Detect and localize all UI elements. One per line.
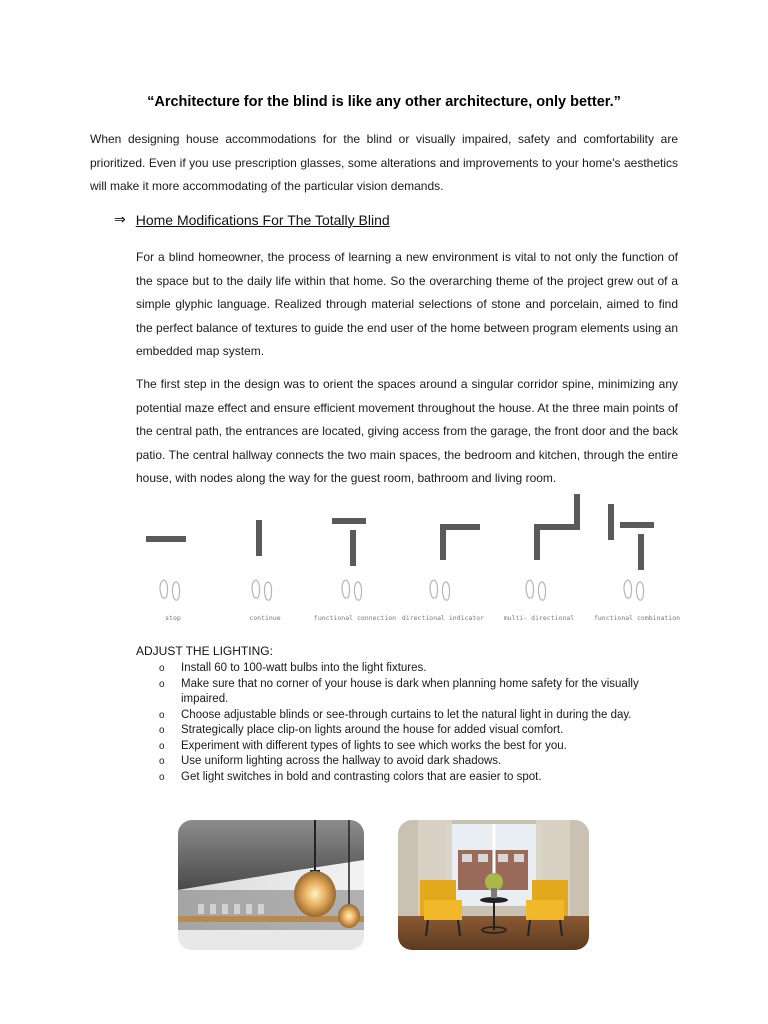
glyph-multi-directional [494, 490, 584, 635]
glyph-label: stop [165, 614, 181, 622]
section-paragraph: The first step in the design was to orient the spaces around a singular corridor spine, minimizing any potential maze effect and ensure efficient movement throughout the house. At the three main points of the central path, the entrances are located, giving access from the garage, the front door and the back patio. The central hallway connects the two main spaces, the bedroom and kitchen, through the entire house, with nodes along the way for the guest room, bathroom and living room. [136, 377, 678, 485]
glyph-label: directional indicator [401, 614, 485, 622]
list-item [159, 708, 689, 724]
glyph-connection-top-bar [332, 518, 366, 524]
lighting-tips-list [159, 661, 689, 785]
arrow-right-icon: ⇒ [114, 211, 126, 227]
footprints-icon [248, 576, 282, 604]
footprints-icon [620, 576, 654, 604]
armchairs-image [398, 820, 589, 950]
bullet-icon: o [159, 771, 165, 783]
glyph-stop [128, 490, 218, 635]
list-item-text: Get light switches in bold and contrasting colors that are easier to spot. [181, 770, 542, 783]
list-item-text: Strategically place clip-on lights around the house for added visual comfort. [181, 724, 564, 736]
section-title: Home Modifications For The Totally Blind [135, 211, 390, 228]
footprints-icon [522, 576, 556, 604]
footprints-icon [338, 576, 372, 604]
glyph-directional-stem [440, 524, 446, 560]
bullet-icon: o [159, 663, 165, 674]
glyph-connection-stem [350, 530, 356, 566]
section-heading [114, 211, 390, 228]
list-item [159, 677, 689, 708]
intro-paragraph: When designing house accommodations for the blind or visually impaired, safety and comfortability are prioritized. Even if you use prescription glasses, some alterations and improvements to your home's aesthetics will make it more accommodating of the particular vision demands. [90, 132, 678, 193]
list-item-text: Use uniform lighting across the hallway to avoid dark shadows. [181, 755, 502, 767]
glyph-label: continue [249, 614, 281, 622]
list-item [159, 739, 689, 755]
glyph-combination-stem [638, 534, 644, 570]
list-item [159, 754, 689, 770]
bullet-icon: o [159, 709, 165, 721]
glyph-functional-connection [310, 490, 400, 635]
bullet-icon: o [159, 756, 165, 767]
list-item-text: Install 60 to 100-watt bulbs into the light fixtures. [181, 662, 427, 674]
glyph-label: functional connection [313, 614, 397, 622]
bullet-icon: o [159, 740, 165, 752]
list-item [159, 661, 689, 677]
glyph-continue-symbol [256, 520, 262, 556]
glyph-functional-combination [592, 490, 682, 635]
footprints-icon [426, 576, 460, 604]
page-quote: “Architecture for the blind is like any other architecture, only better.” [147, 94, 621, 110]
glyph-label: multi- directional [503, 614, 575, 622]
glyph-directional-top-bar [440, 524, 480, 530]
glyph-combination-top-bar [620, 522, 654, 528]
pendant-bulbs-image [178, 820, 364, 950]
bullet-icon: o [159, 725, 165, 736]
photo-pendant-bulbs [178, 820, 364, 950]
glyph-legend [128, 490, 688, 635]
glyph-combination-left-stem [608, 504, 614, 540]
glyph-multi-right-stem [574, 494, 580, 530]
list-item [159, 723, 689, 739]
list-item-text: Choose adjustable blinds or see-through curtains to let the natural light in during the day. [181, 708, 632, 721]
glyph-directional-indicator [398, 490, 488, 635]
section-paragraph: For a blind homeowner, the process of learning a new environment is vital to not only the function of the space but to the daily life within that home. So the overarching theme of the project grew out of a simple glyphic language. Realized through material selections of stone and porcelain, aimed to find the perfect balance of textures to guide the end user of the home between program elements using an embedded map system. [136, 250, 678, 358]
photo-armchairs-window [398, 820, 589, 950]
lighting-heading: ADJUST THE LIGHTING: [136, 644, 273, 658]
footprints-icon [156, 576, 190, 604]
list-item-text: Experiment with different types of lights to see which works the best for you. [181, 739, 567, 752]
list-item [159, 770, 689, 786]
list-item-text: Make sure that no corner of your house is dark when planning home safety for the visually impaired. [181, 677, 639, 705]
glyph-stop-symbol [146, 536, 186, 542]
glyph-continue [220, 490, 310, 635]
glyph-label: functional combination [593, 614, 681, 622]
bullet-icon: o [159, 678, 165, 690]
